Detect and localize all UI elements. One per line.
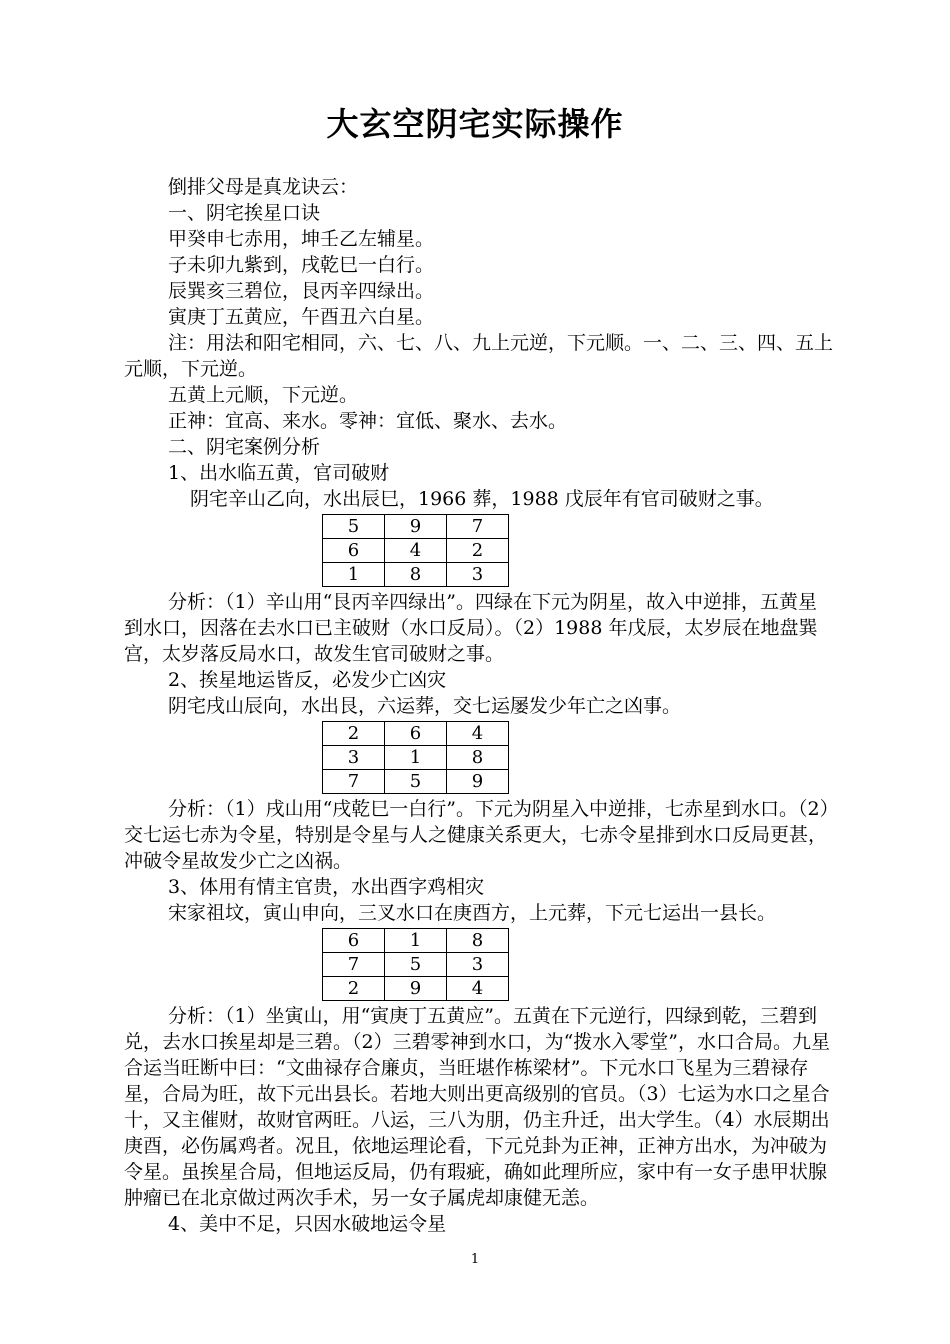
- grid-cell: 3: [447, 563, 509, 587]
- grid-cell: 2: [447, 539, 509, 563]
- paragraph: 五黄上元顺，下元逆。: [168, 384, 359, 406]
- star-grid-2: [322, 721, 509, 794]
- grid-row: [323, 563, 509, 587]
- verse-line: 甲癸申七赤用，坤壬乙左辅星。: [168, 228, 435, 250]
- document-body: [124, 174, 834, 1237]
- analysis-paragraph: 分析：（1）戌山用“戌乾巳一白行”。下元为阴星入中逆排，七赤星到水口。（2）交七运七赤为令星，特别是令星与人之健康关系更大，七赤令星排到水口反局更甚，冲破令星故发少亡之凶祸。: [124, 798, 830, 872]
- star-grid-1: [322, 514, 509, 587]
- grid-row: [323, 746, 509, 770]
- grid-cell: 1: [385, 929, 447, 953]
- case-heading: 3、体用有情主官贵，水出酉字鸡相灾: [168, 876, 485, 898]
- page-number: 1: [470, 1252, 480, 1267]
- page-title: 大玄空阴宅实际操作: [326, 105, 624, 143]
- grid-cell: 2: [323, 977, 385, 1001]
- note-paragraph: 注：用法和阳宅相同，六、七、八、九上元逆，下元顺。一、二、三、四、五上元顺，下元逆。: [124, 332, 834, 380]
- grid-row: [323, 515, 509, 539]
- analysis-paragraph: 分析：（1）坐寅山，用“寅庚丁五黄应”。五黄在下元逆行，四绿到乾，三碧到兑，去水口挨星却是三碧。（2）三碧零神到水口，为“拨水入零堂”，水口合局。九星合运当旺断中曰：“文曲禄存合廉贞，当旺堪作栋梁材”。下元水口飞星为三碧禄存星，合局为旺，故下元出县长。若地大则出更高级别的官员。（3）七运为水口之星合十，又主催财，故财官两旺。八运，三八为朋，仍主升迁，出大学生。（4）水辰期出庚酉，必伤属鸡者。况且，依地运理论看，下元兑卦为正神，正神方出水，为冲破为令星。虽挨星合局，但地运反局，仍有瑕疵，确如此理所应，家中有一女子患甲状腺肿瘤已在北京做过两次手术，另一女子属虎却康健无恙。: [124, 1005, 831, 1209]
- grid-cell: 4: [385, 539, 447, 563]
- section-heading: 一、阴宅挨星口诀: [168, 202, 321, 224]
- grid-row: [323, 539, 509, 563]
- grid-cell: 5: [385, 770, 447, 794]
- grid-cell: 8: [447, 746, 509, 770]
- verse-line: 子未卯九紫到，戌乾巳一白行。: [168, 254, 435, 276]
- grid-row: [323, 770, 509, 794]
- grid-cell: 1: [323, 563, 385, 587]
- case-heading: 4、美中不足，只因水破地运令星: [168, 1213, 447, 1235]
- grid-row: [323, 977, 509, 1001]
- case-heading: 2、挨星地运皆反，必发少亡凶灾: [168, 669, 447, 691]
- grid-row: [323, 929, 509, 953]
- grid-cell: 9: [385, 977, 447, 1001]
- grid-cell: 8: [385, 563, 447, 587]
- grid-cell: 8: [447, 929, 509, 953]
- grid-cell: 3: [323, 746, 385, 770]
- grid-cell: 7: [323, 953, 385, 977]
- paragraph: 倒排父母是真龙诀云：: [168, 176, 359, 198]
- section-heading: 二、阴宅案例分析: [168, 436, 321, 458]
- grid-cell: 7: [447, 515, 509, 539]
- grid-cell: 6: [323, 929, 385, 953]
- verse-line: 辰巽亥三碧位，艮丙辛四绿出。: [168, 280, 435, 302]
- grid-cell: 5: [385, 953, 447, 977]
- grid-row: [323, 722, 509, 746]
- paragraph: 正神：宜高、来水。零神：宜低、聚水、去水。: [168, 410, 568, 432]
- case-description: 宋家祖坟，寅山申向，三叉水口在庚酉方，上元葬，下元七运出一县长。: [168, 902, 777, 924]
- grid-cell: 7: [323, 770, 385, 794]
- case-description: 阴宅戌山辰向，水出艮，六运葬，交七运屡发少年亡之凶事。: [168, 695, 682, 717]
- grid-cell: 6: [323, 539, 385, 563]
- grid-cell: 9: [447, 770, 509, 794]
- grid-cell: 4: [447, 722, 509, 746]
- star-grid-3: [322, 928, 509, 1001]
- verse-line: 寅庚丁五黄应，午酉丑六白星。: [168, 306, 435, 328]
- grid-cell: 4: [447, 977, 509, 1001]
- grid-row: [323, 953, 509, 977]
- grid-cell: 1: [385, 746, 447, 770]
- case-heading: 1、出水临五黄，官司破财: [168, 462, 390, 484]
- analysis-paragraph: 分析：（1）辛山用“艮丙辛四绿出”。四绿在下元为阴星，故入中逆排，五黄星到水口，因落在去水口已主破财（水口反局）。（2）1988 年戊辰，太岁辰在地盘巽宫，太岁落反局水口，故发生官司破财之事。: [124, 591, 818, 665]
- grid-cell: 6: [385, 722, 447, 746]
- grid-cell: 5: [323, 515, 385, 539]
- grid-cell: 3: [447, 953, 509, 977]
- grid-cell: 2: [323, 722, 385, 746]
- case-description: 阴宅辛山乙向，水出辰巳，1966 葬，1988 戊辰年有官司破财之事。: [190, 488, 774, 510]
- grid-cell: 9: [385, 515, 447, 539]
